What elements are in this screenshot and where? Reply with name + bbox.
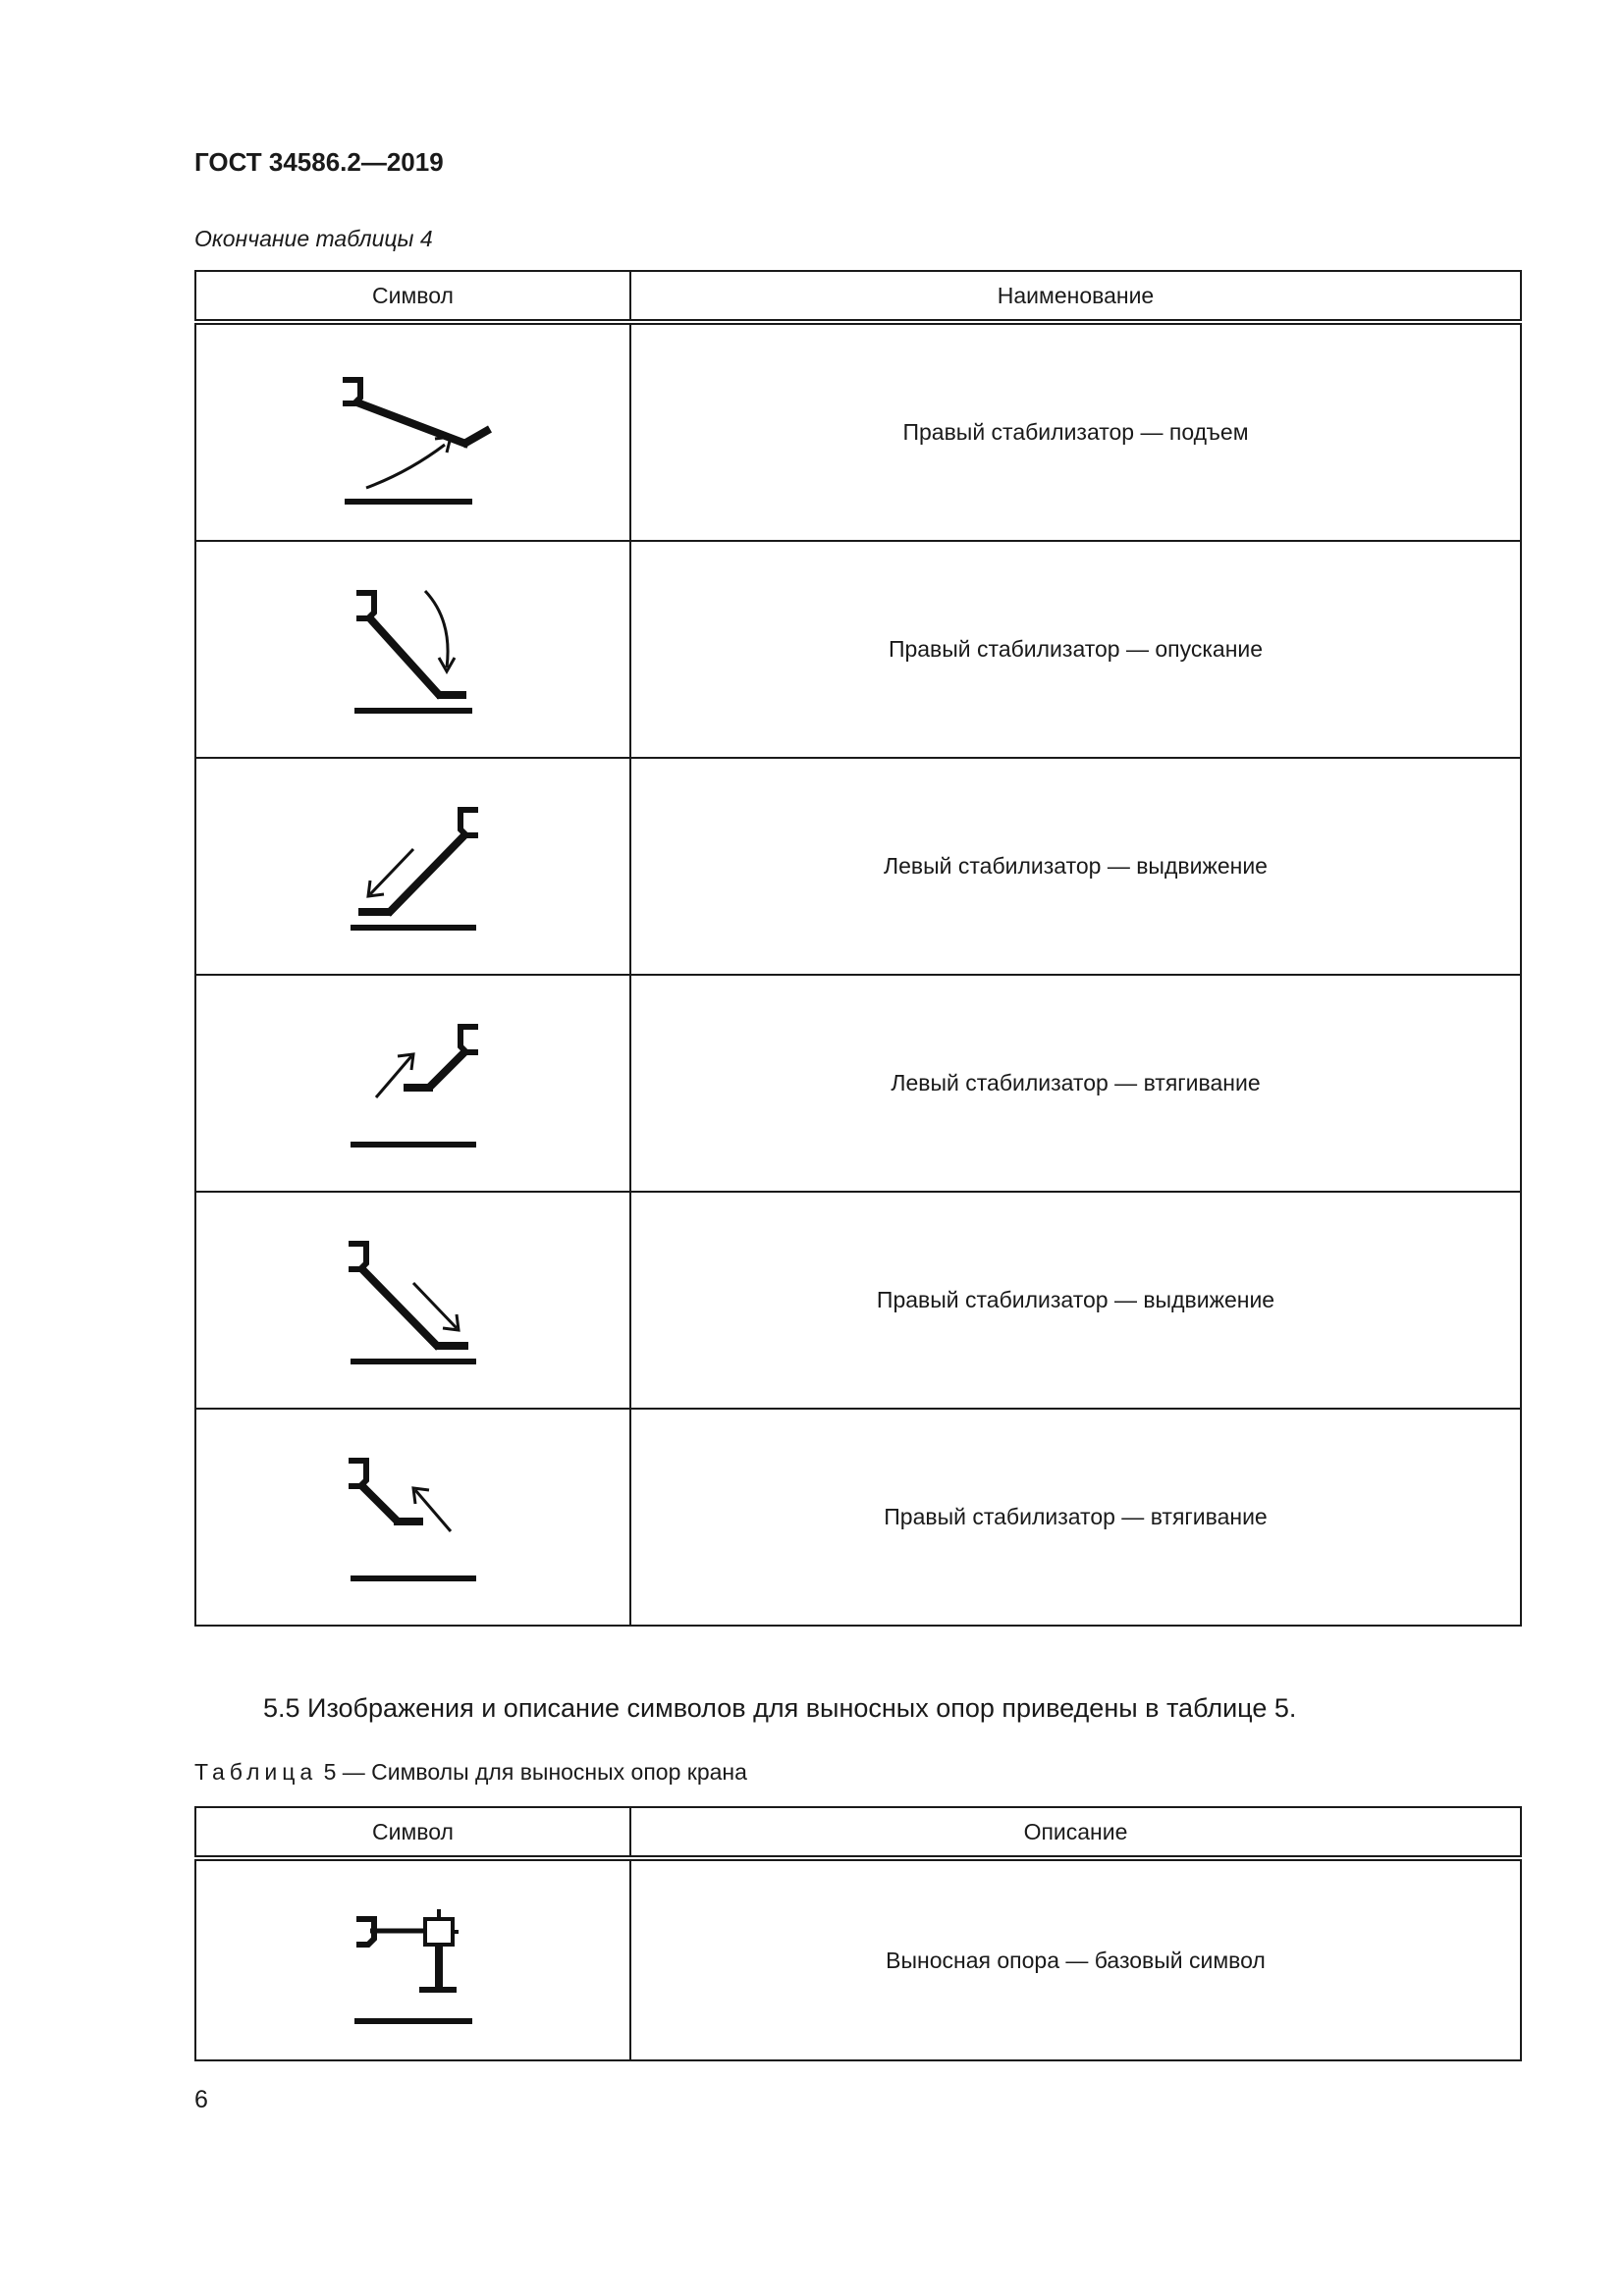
column-header-symbol: Символ (195, 1807, 630, 1858)
table-row (195, 1192, 1521, 1409)
table5-caption (194, 1759, 747, 1786)
table-row (195, 1409, 1521, 1626)
description-cell: Выносная опора — базовый символ (630, 1858, 1521, 2060)
table-4 (194, 270, 1522, 1627)
right-stabilizer-lower-icon (315, 571, 512, 728)
table-5 (194, 1806, 1522, 2061)
table-row (195, 1858, 1521, 2060)
table5-caption-text: 5 — Символы для выносных опор крана (317, 1759, 747, 1785)
symbol-cell (195, 1192, 630, 1409)
table-row (195, 975, 1521, 1192)
column-header-symbol: Символ (195, 271, 630, 322)
table-row (195, 541, 1521, 758)
column-header-name: Наименование (630, 271, 1521, 322)
name-cell: Левый стабилизатор — выдвижение (630, 758, 1521, 975)
symbol-cell (195, 1858, 630, 2060)
table5-caption-label: Таблица (194, 1759, 318, 1785)
right-stabilizer-raise-icon (315, 354, 512, 511)
column-header-description: Описание (630, 1807, 1521, 1858)
symbol-cell (195, 322, 630, 541)
left-stabilizer-retract-icon (315, 1005, 512, 1162)
name-cell: Правый стабилизатор — втягивание (630, 1409, 1521, 1626)
outrigger-base-icon (315, 1882, 512, 2039)
right-stabilizer-retract-icon (315, 1439, 512, 1596)
symbol-cell (195, 541, 630, 758)
table4-continuation-caption: Окончание таблицы 4 (194, 226, 433, 251)
document-header: ГОСТ 34586.2—2019 (194, 147, 444, 177)
name-cell: Правый стабилизатор — подъем (630, 322, 1521, 541)
symbol-cell (195, 975, 630, 1192)
table-row (195, 758, 1521, 975)
table-row (195, 322, 1521, 541)
symbol-cell (195, 1409, 630, 1626)
paragraph-5-5: 5.5 Изображения и описание символов для выносных опор приведены в таблице 5. (263, 1693, 1297, 1723)
symbol-cell (195, 758, 630, 975)
right-stabilizer-extend-icon (315, 1222, 512, 1379)
name-cell: Правый стабилизатор — выдвижение (630, 1192, 1521, 1409)
left-stabilizer-extend-icon (315, 788, 512, 945)
page-number: 6 (194, 2086, 208, 2113)
table-header-row (195, 271, 1521, 322)
name-cell: Правый стабилизатор — опускание (630, 541, 1521, 758)
name-cell: Левый стабилизатор — втягивание (630, 975, 1521, 1192)
table-header-row (195, 1807, 1521, 1858)
